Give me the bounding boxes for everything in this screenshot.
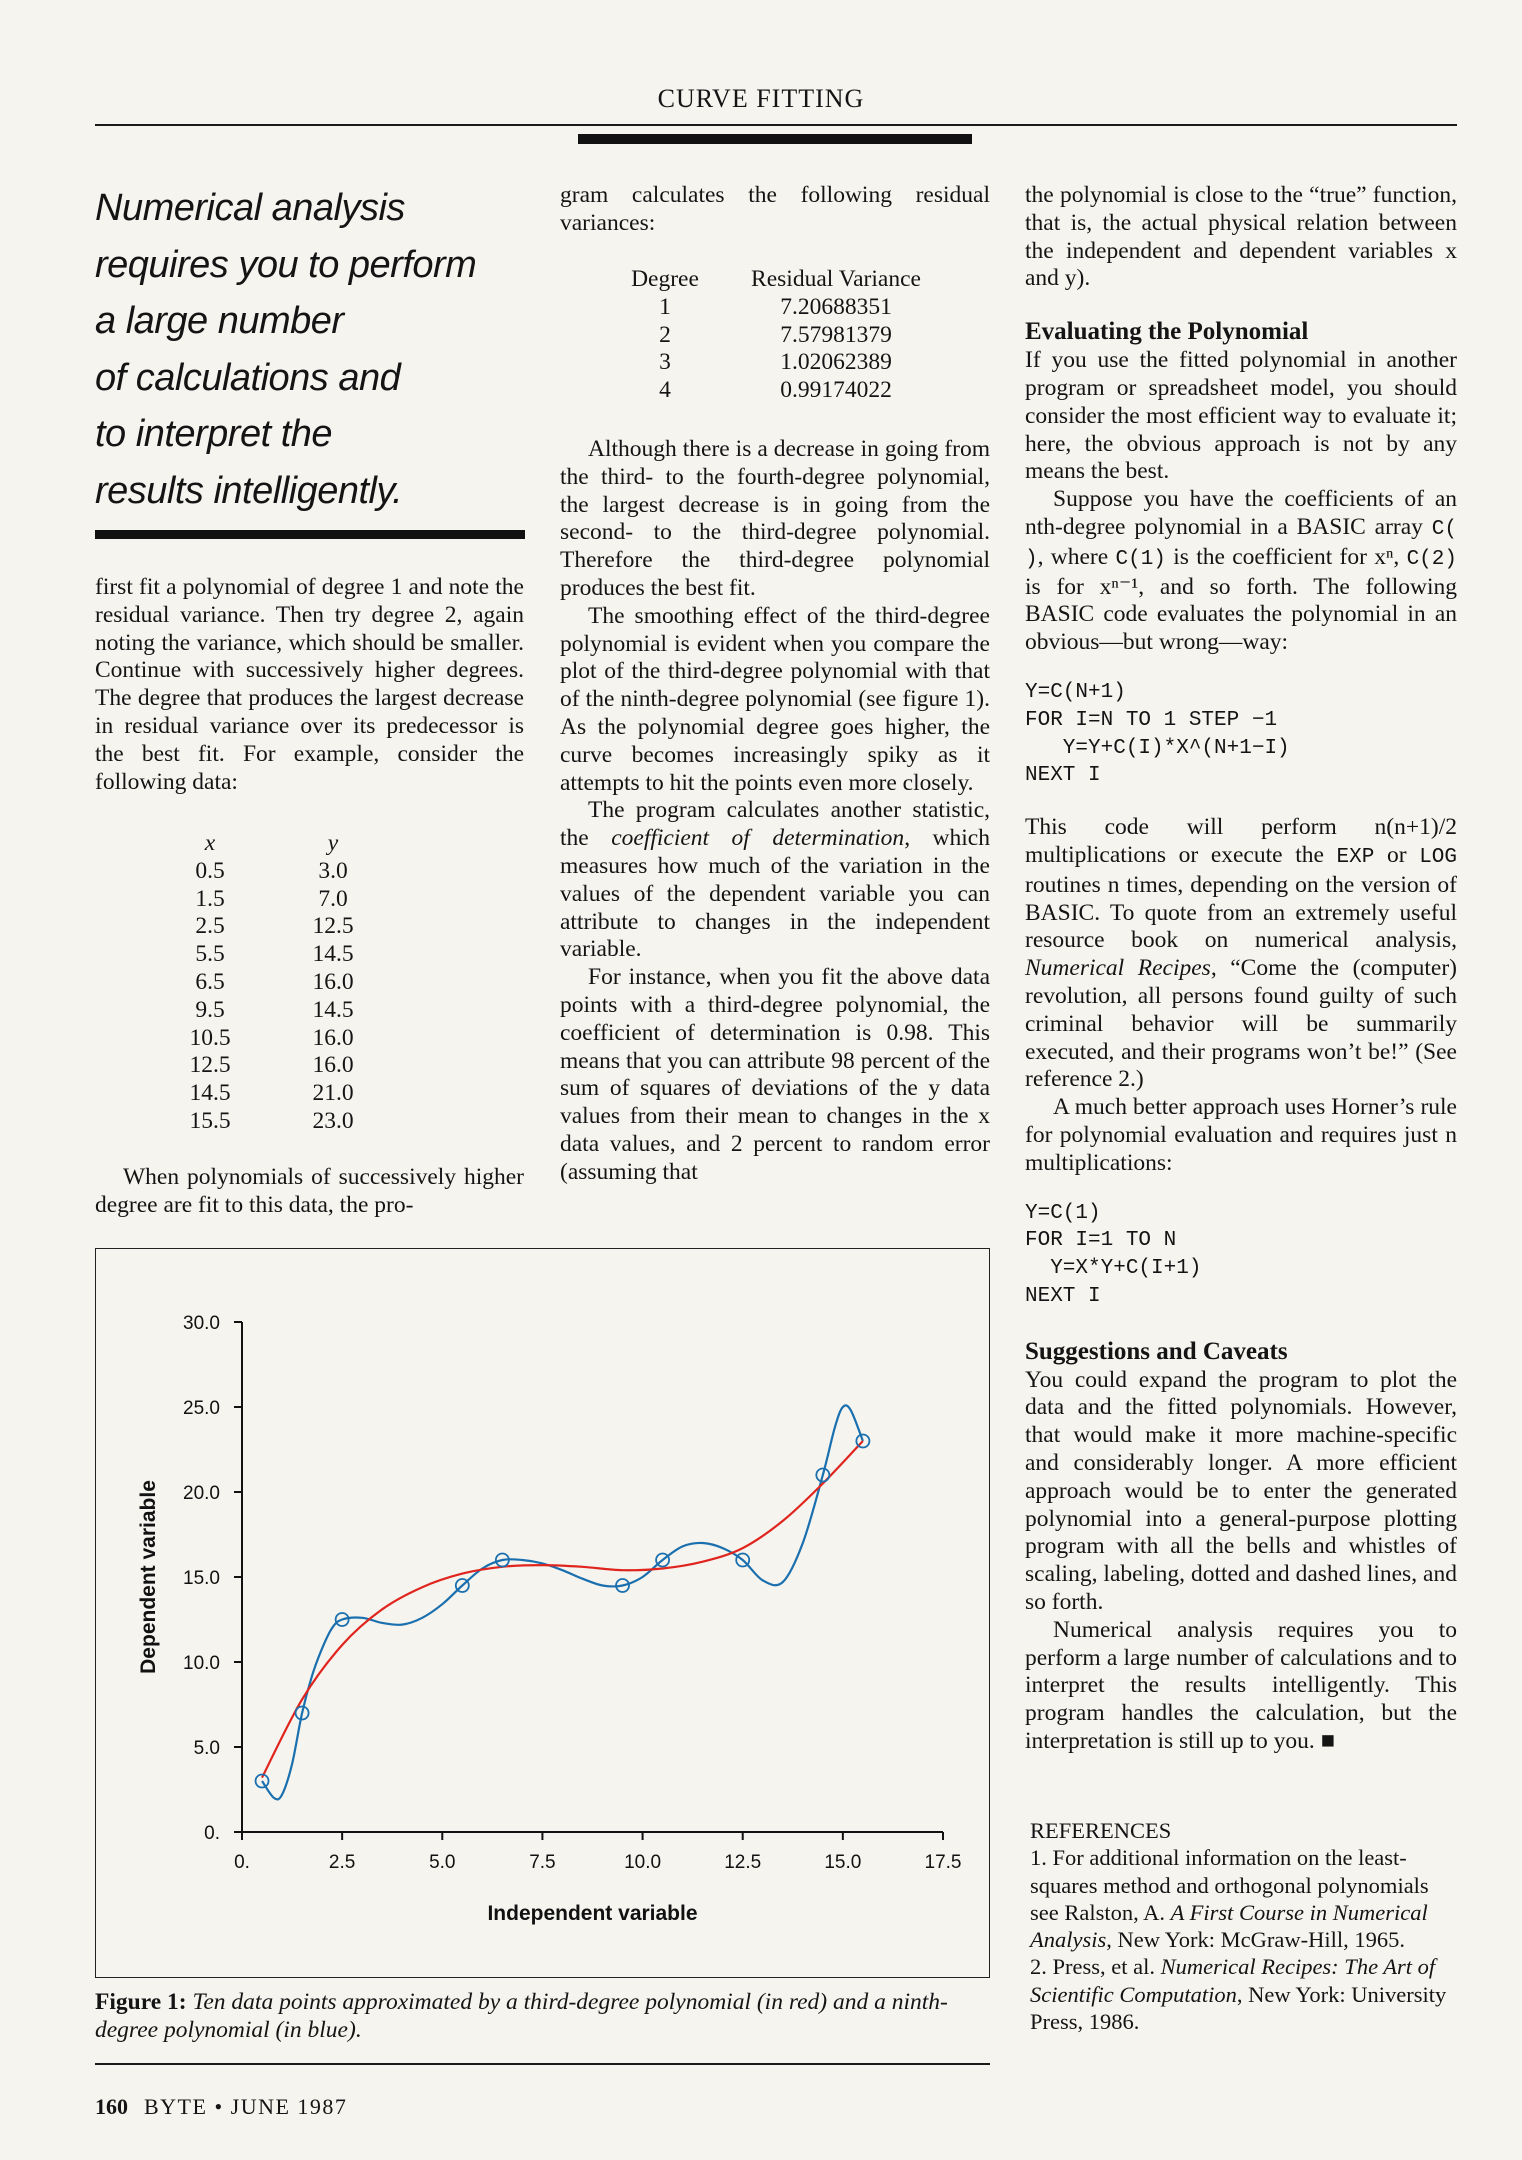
- footer-rule: [95, 2063, 990, 2065]
- variance-value: 7.20688351: [780, 293, 892, 320]
- pull-quote-line: of calculations and: [95, 356, 401, 399]
- y-tick-label: 30.0: [183, 1313, 220, 1334]
- emphasis: coefficient of determination: [611, 825, 905, 852]
- code-line: FOR I=1 TO N: [1025, 1229, 1177, 1253]
- y-tick-label: 5.0: [193, 1738, 220, 1759]
- ninth-degree-polynomial-curve: [262, 1405, 863, 1799]
- text-run: , which measures how much of the variation in the values of the dependent variable you can attribute to changes in the independent variable.: [560, 825, 990, 963]
- code-inline: EXP: [1336, 845, 1375, 869]
- body-paragraph: [1025, 814, 1457, 1094]
- data-y: 16.0: [312, 1024, 354, 1051]
- y-tick-label: 20.0: [183, 1483, 220, 1504]
- caption-label: Figure 1:: [95, 1989, 187, 2015]
- data-y: 7.0: [318, 885, 348, 912]
- references: [1030, 1817, 1457, 2035]
- text-run: is the coefficient for xⁿ,: [1165, 543, 1407, 570]
- x-tick-label: 0.: [234, 1852, 250, 1873]
- x-tick-label: 17.5: [924, 1852, 962, 1873]
- code-line: NEXT I: [1025, 764, 1101, 788]
- text-run: Numerical analysis requires you to perform a large number of calculations and to interpret the results intelligently. This program handles the calculation, but the interpretation is still up to you.: [1025, 1616, 1457, 1755]
- text-run: or: [1374, 841, 1420, 868]
- book-title: A First Course in Numerical Analysis: [1030, 1899, 1428, 1953]
- reference-item: [1030, 1953, 1457, 2035]
- x-tick-label: 10.0: [624, 1852, 662, 1873]
- body-paragraph: The smoothing effect of the third-degree polynomial is evident when you compare the plot of the third-degree polynomial with that of the ninth-degree polynomial (see figure 1). As the polynomial degree goes higher, the curve becomes increasingly spiky as it attempts to hit the points even more closely.: [560, 602, 990, 796]
- pull-quote-line: to interpret the: [95, 413, 333, 455]
- third-degree-polynomial-curve: [262, 1441, 863, 1778]
- running-header: CURVE FITTING: [657, 84, 865, 113]
- text-run: , where: [1037, 543, 1116, 570]
- x-tick-label: 12.5: [724, 1852, 762, 1873]
- text-run: The program calculates another statistic, the: [560, 797, 990, 852]
- data-x: 1.5: [195, 885, 225, 912]
- column-1: [95, 574, 524, 796]
- variance-degree: 2: [659, 321, 671, 348]
- data-x: 0.5: [195, 857, 225, 884]
- text-run: , New York: University Press, 1986.: [1030, 1981, 1447, 2035]
- data-table: [170, 830, 368, 1136]
- column-1-end: [95, 1164, 524, 1220]
- text-run: , New York: McGraw-Hill, 1965.: [1106, 1927, 1405, 1953]
- reference-item: [1030, 1844, 1457, 1953]
- data-y: 16.0: [312, 968, 354, 995]
- data-x: 12.5: [189, 1052, 231, 1079]
- code-line: FOR I=N TO 1 STEP −1: [1025, 708, 1278, 732]
- body-paragraph: For instance, when you fit the above data points with a third-degree polynomial, the coefficient of determination is 0.98. This means that you can attribute 98 percent of the sum of squares of deviations of the y data values from their mean to changes in the x data values, and 2 percent to random error (assuming that: [560, 964, 990, 1185]
- code-line: Y=C(N+1): [1025, 680, 1126, 704]
- code-line: Y=C(1): [1025, 1201, 1101, 1225]
- data-x: 2.5: [195, 913, 225, 940]
- code-line: Y=Y+C(I)*X^(N+1−I): [1025, 736, 1290, 760]
- text-run: , “Come the (computer) revolution, all persons found guilty of such criminal behavior will be summarily executed, and their programs won’t be!” (See reference 2.): [1025, 955, 1458, 1093]
- y-tick-label: 0.: [204, 1823, 220, 1844]
- text-run: routines n times, depending on the version of BASIC. To quote from an extremely useful resource book on numerical analysis,: [1025, 871, 1457, 954]
- data-x: 14.5: [189, 1080, 231, 1107]
- column-2: [560, 436, 990, 1187]
- text-run: 2. Press, et al.: [1030, 1954, 1161, 1980]
- pull-quote-line: results intelligently.: [95, 469, 403, 512]
- header-rule: [95, 124, 1457, 126]
- body-paragraph: A much better approach uses Horner’s rule for polynomial evaluation and requires just n multiplications:: [1025, 1094, 1457, 1176]
- pull-quote: [95, 180, 525, 519]
- x-tick-label: 7.5: [529, 1852, 556, 1873]
- data-y: 12.5: [312, 913, 354, 940]
- y-tick-label: 15.0: [183, 1568, 220, 1589]
- text-run: Suppose you have the coefficients of an nth-degree polynomial in a BASIC array: [1025, 486, 1457, 540]
- caption-text: Ten data points approximated by a third-degree polynomial (in red) and a ninth-degree polynomial (in blue).: [95, 1989, 948, 2043]
- code-inline: C(1): [1115, 547, 1166, 571]
- column-2-start: [560, 182, 990, 238]
- variance-header-value: Residual Variance: [751, 266, 921, 292]
- page-number: 160: [95, 2094, 128, 2119]
- figure-1-chart: [95, 1248, 990, 1978]
- publication-line: BYTE • JUNE 1987: [144, 2094, 348, 2119]
- data-table-header-y: y: [327, 830, 339, 856]
- data-x: 15.5: [189, 1107, 231, 1134]
- body-paragraph: [1025, 486, 1457, 657]
- data-y: 23.0: [312, 1107, 354, 1134]
- data-y: 3.0: [318, 857, 348, 884]
- code-line: Y=X*Y+C(I+1): [1025, 1257, 1202, 1281]
- variance-degree: 3: [659, 349, 671, 376]
- variance-degree: 1: [659, 293, 671, 320]
- pull-quote-line: Numerical analysis: [95, 187, 405, 229]
- page-footer: [95, 2094, 347, 2120]
- code-inline: C(2): [1406, 547, 1457, 571]
- body-paragraph: [560, 797, 990, 964]
- code-block-naive: [1025, 679, 1457, 790]
- emphasis: Numerical Recipes: [1025, 955, 1211, 982]
- y-axis-label: Dependent variable: [137, 1480, 160, 1674]
- variance-value: 1.02062389: [780, 349, 892, 376]
- body-paragraph: gram calculates the following residual variances:: [560, 182, 990, 236]
- variance-value: 0.99174022: [780, 377, 892, 404]
- data-x: 10.5: [189, 1024, 231, 1051]
- data-table-header-x: x: [204, 830, 216, 856]
- references-title: REFERENCES: [1030, 1818, 1172, 1843]
- code-inline: LOG: [1419, 845, 1458, 869]
- x-tick-label: 5.0: [429, 1852, 456, 1873]
- pull-quote-rule: [95, 530, 525, 539]
- body-paragraph: You could expand the program to plot the data and the fitted polynomials. However, that would make it more machine-specific and considerably longer. A more efficient approach would be to enter the generated polynomial into a general-purpose plotting program with all the bells and whistles of scaling, labeling, dotted and dashed lines, and so forth.: [1025, 1366, 1457, 1616]
- data-y: 14.5: [312, 941, 354, 968]
- end-mark: ■: [1320, 1728, 1335, 1755]
- pull-quote-line: requires you to perform: [95, 243, 477, 286]
- data-x: 6.5: [195, 968, 225, 995]
- figure-caption: [95, 1988, 990, 2044]
- text-run: This code will perform n(n+1)/2 multiplications or execute the: [1025, 814, 1457, 868]
- body-paragraph: If you use the fitted polynomial in another program or spreadsheet model, you should consider the most efficient way to evaluate it; here, the obvious approach is not by any means the best.: [1025, 347, 1457, 485]
- body-paragraph: the polynomial is close to the “true” function, that is, the actual physical relation between the independent and dependent variables x and y).: [1025, 182, 1457, 292]
- data-y: 14.5: [312, 996, 354, 1023]
- y-tick-label: 25.0: [183, 1398, 220, 1419]
- data-y: 16.0: [312, 1052, 354, 1079]
- variance-header-degree: Degree: [631, 266, 699, 292]
- book-title: Numerical Recipes: The Art of Scientific Computation: [1030, 1954, 1436, 2007]
- variance-table: [620, 266, 936, 405]
- text-run: is for xⁿ⁻¹, and so forth. The following BASIC code evaluates the polynomial in an obvious—but wrong—way:: [1025, 573, 1457, 656]
- variance-degree: 4: [659, 377, 671, 404]
- body-paragraph: When polynomials of successively higher degree are fit to this data, the pro-: [95, 1164, 524, 1218]
- x-tick-label: 15.0: [824, 1852, 862, 1873]
- header-bar: [578, 134, 972, 144]
- data-y: 21.0: [312, 1080, 354, 1107]
- data-x: 9.5: [195, 996, 225, 1023]
- data-x: 5.5: [195, 941, 225, 968]
- section-heading: Evaluating the Polynomial: [1025, 318, 1309, 346]
- body-paragraph: Although there is a decrease in going from the third- to the fourth-degree polynomial, the largest decrease is in going from the second- to the third-degree polynomial. Therefore the third-degree polynomial produces the best fit.: [560, 436, 990, 601]
- text-run: 1. For additional information on the least-squares method and orthogonal polynomials see Ralston, A.: [1030, 1845, 1429, 1925]
- code-inline: C( ): [1025, 517, 1457, 571]
- body-paragraph: [1025, 1617, 1457, 1756]
- code-block-horner: [1025, 1200, 1457, 1311]
- column-3: [1025, 182, 1457, 1756]
- code-line: NEXT I: [1025, 1284, 1101, 1308]
- x-axis-label: Independent variable: [487, 1902, 698, 1925]
- variance-value: 7.57981379: [780, 321, 892, 348]
- body-paragraph: first fit a polynomial of degree 1 and note the residual variance. Then try degree 2, again noting the variance, which should be smaller. Continue with successively higher degrees. The degree that produces the largest decrease in residual variance over its predecessor is the best fit. For example, consider the following data:: [95, 574, 524, 795]
- y-tick-label: 10.0: [183, 1653, 220, 1674]
- pull-quote-line: a large number: [95, 300, 344, 342]
- x-tick-label: 2.5: [328, 1852, 356, 1873]
- section-heading: Suggestions and Caveats: [1025, 1337, 1288, 1365]
